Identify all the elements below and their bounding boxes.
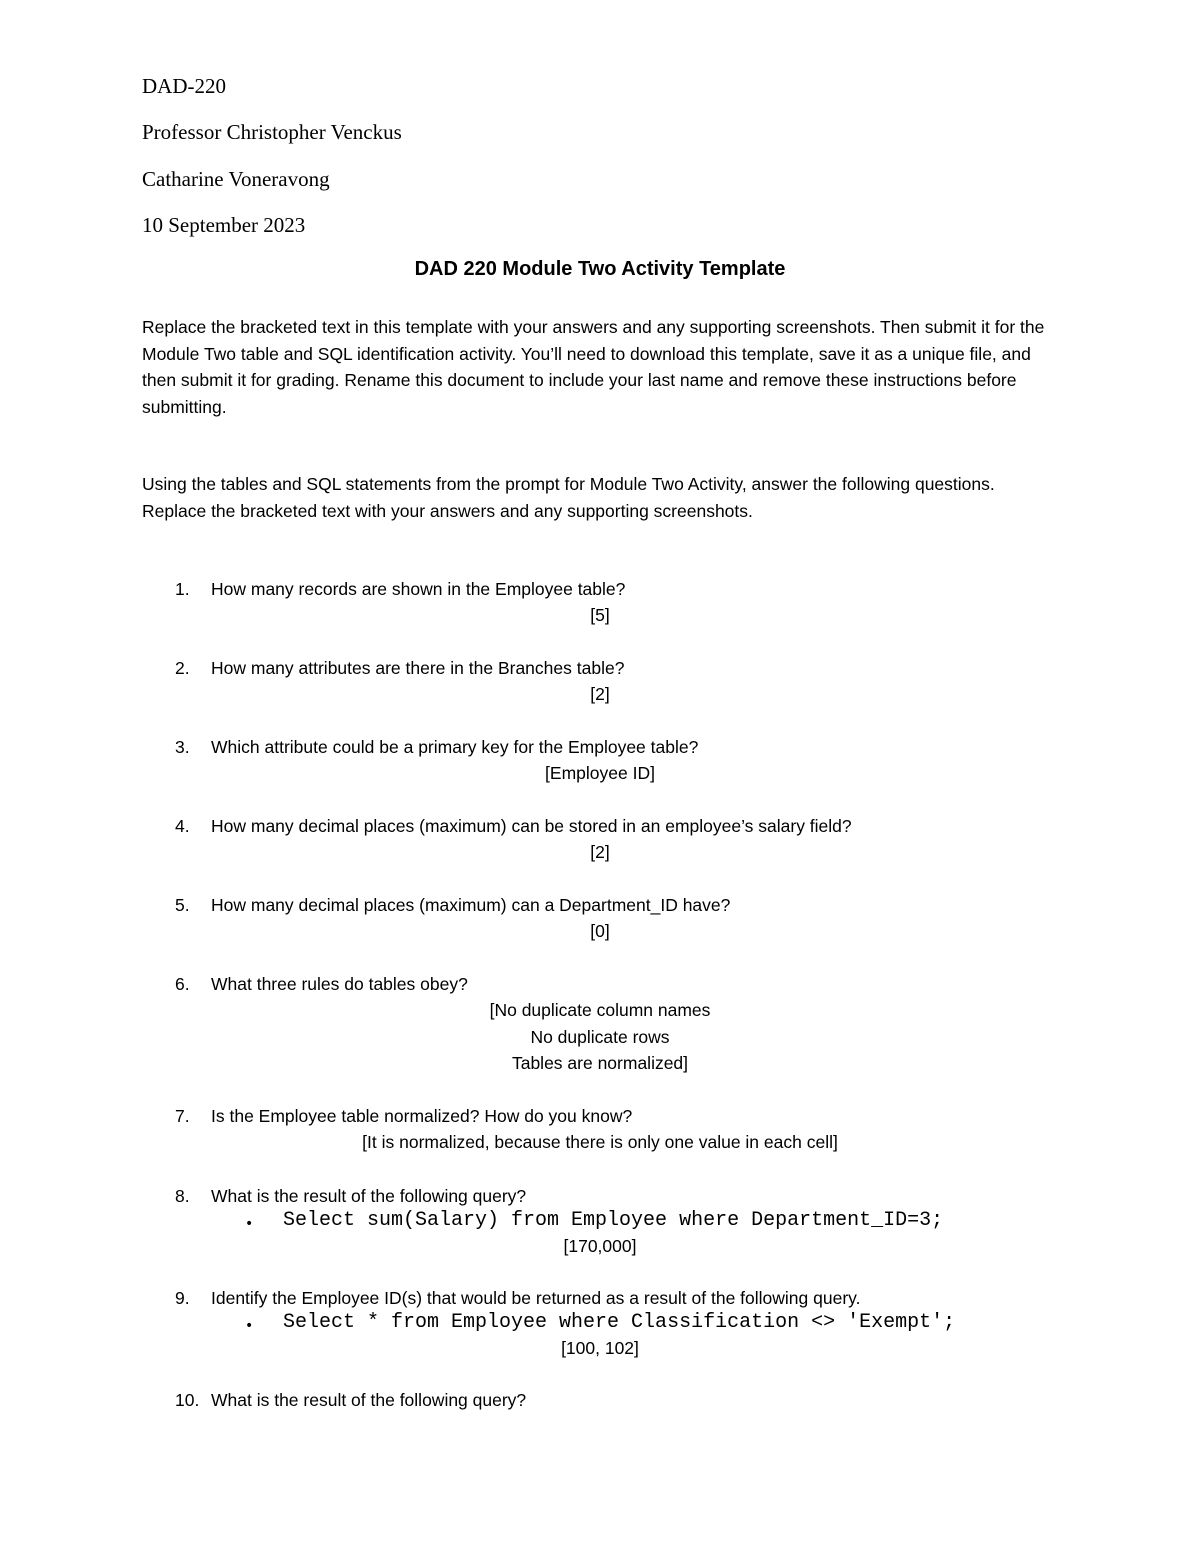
question-number: 7. [175,1106,190,1126]
question-text: What is the result of the following query? [211,1390,527,1410]
question-8 [0,1183,1200,1260]
question-10 [0,1387,1200,1413]
answer-text: [170,000] [563,1236,637,1257]
question-number: 5. [175,895,190,915]
question-3 [0,734,1200,787]
answer-text: [2] [590,684,610,705]
professor-name: Professor Christopher Venckus [142,120,402,144]
sql-query: Select sum(Salary) from Employee where Department_ID=3; [283,1209,944,1233]
question-text: Identify the Employee ID(s) that would be returned as a result of the following query. [211,1288,861,1308]
answer-text: [0] [590,921,610,942]
question-number: 8. [175,1186,190,1206]
question-text: How many decimal places (maximum) can be stored in an employee’s salary field? [211,816,852,836]
intro-paragraph: Using the tables and SQL statements from the prompt for Module Two Activity, answer the following questions. Replace the bracketed text with your answers and any supporting screenshots. [142,474,995,521]
question-number: 6. [175,974,190,994]
question-number: 9. [175,1288,190,1308]
question-text: How many records are shown in the Employee table? [211,579,626,599]
answer-text: [100, 102] [561,1338,639,1359]
answer-text: [2] [590,842,610,863]
answer-line: [No duplicate column names [489,1000,711,1021]
answer-text: [It is normalized, because there is only one value in each cell] [362,1132,838,1153]
question-number: 1. [175,579,190,599]
question-number: 3. [175,737,190,757]
question-text: How many decimal places (maximum) can a Department_ID have? [211,895,731,915]
question-7 [0,1103,1200,1156]
question-text: How many attributes are there in the Branches table? [211,658,625,678]
answer-line: No duplicate rows [530,1026,670,1047]
student-name: Catharine Voneravong [142,167,330,191]
question-9 [0,1285,1200,1362]
question-5 [0,892,1200,945]
question-text: What three rules do tables obey? [211,974,468,994]
bullet-icon: • [245,1216,254,1233]
question-number: 4. [175,816,190,836]
document-date: 10 September 2023 [142,213,306,237]
bullet-icon: • [245,1318,254,1335]
query-bullet-item [0,1311,1200,1335]
question-1 [0,576,1200,629]
course-code: DAD-220 [142,74,226,98]
answer-text: [Employee ID] [545,763,655,784]
question-number: 10. [175,1390,200,1410]
question-number: 2. [175,658,190,678]
question-text: Which attribute could be a primary key for the Employee table? [211,737,699,757]
question-6 [0,971,1200,1076]
question-2 [0,655,1200,708]
answer-line: Tables are normalized] [511,1052,689,1073]
sql-query: Select * from Employee where Classification <> 'Exempt'; [283,1311,956,1335]
instructions-paragraph: Replace the bracketed text in this template with your answers and any supporting screenshots. Then submit it for the Module Two table and SQL identification activity. You’ll need to download this template, save it as a unique file, and then submit it for grading. Rename this document to include your last name and remove these instructions before submitting. [142,317,1045,417]
answer-text: [5] [590,605,610,626]
question-text: Is the Employee table normalized? How do you know? [211,1106,633,1126]
query-bullet-item [0,1209,1200,1233]
document-title: DAD 220 Module Two Activity Template [414,258,786,280]
question-4 [0,813,1200,866]
question-text: What is the result of the following query? [211,1186,527,1206]
